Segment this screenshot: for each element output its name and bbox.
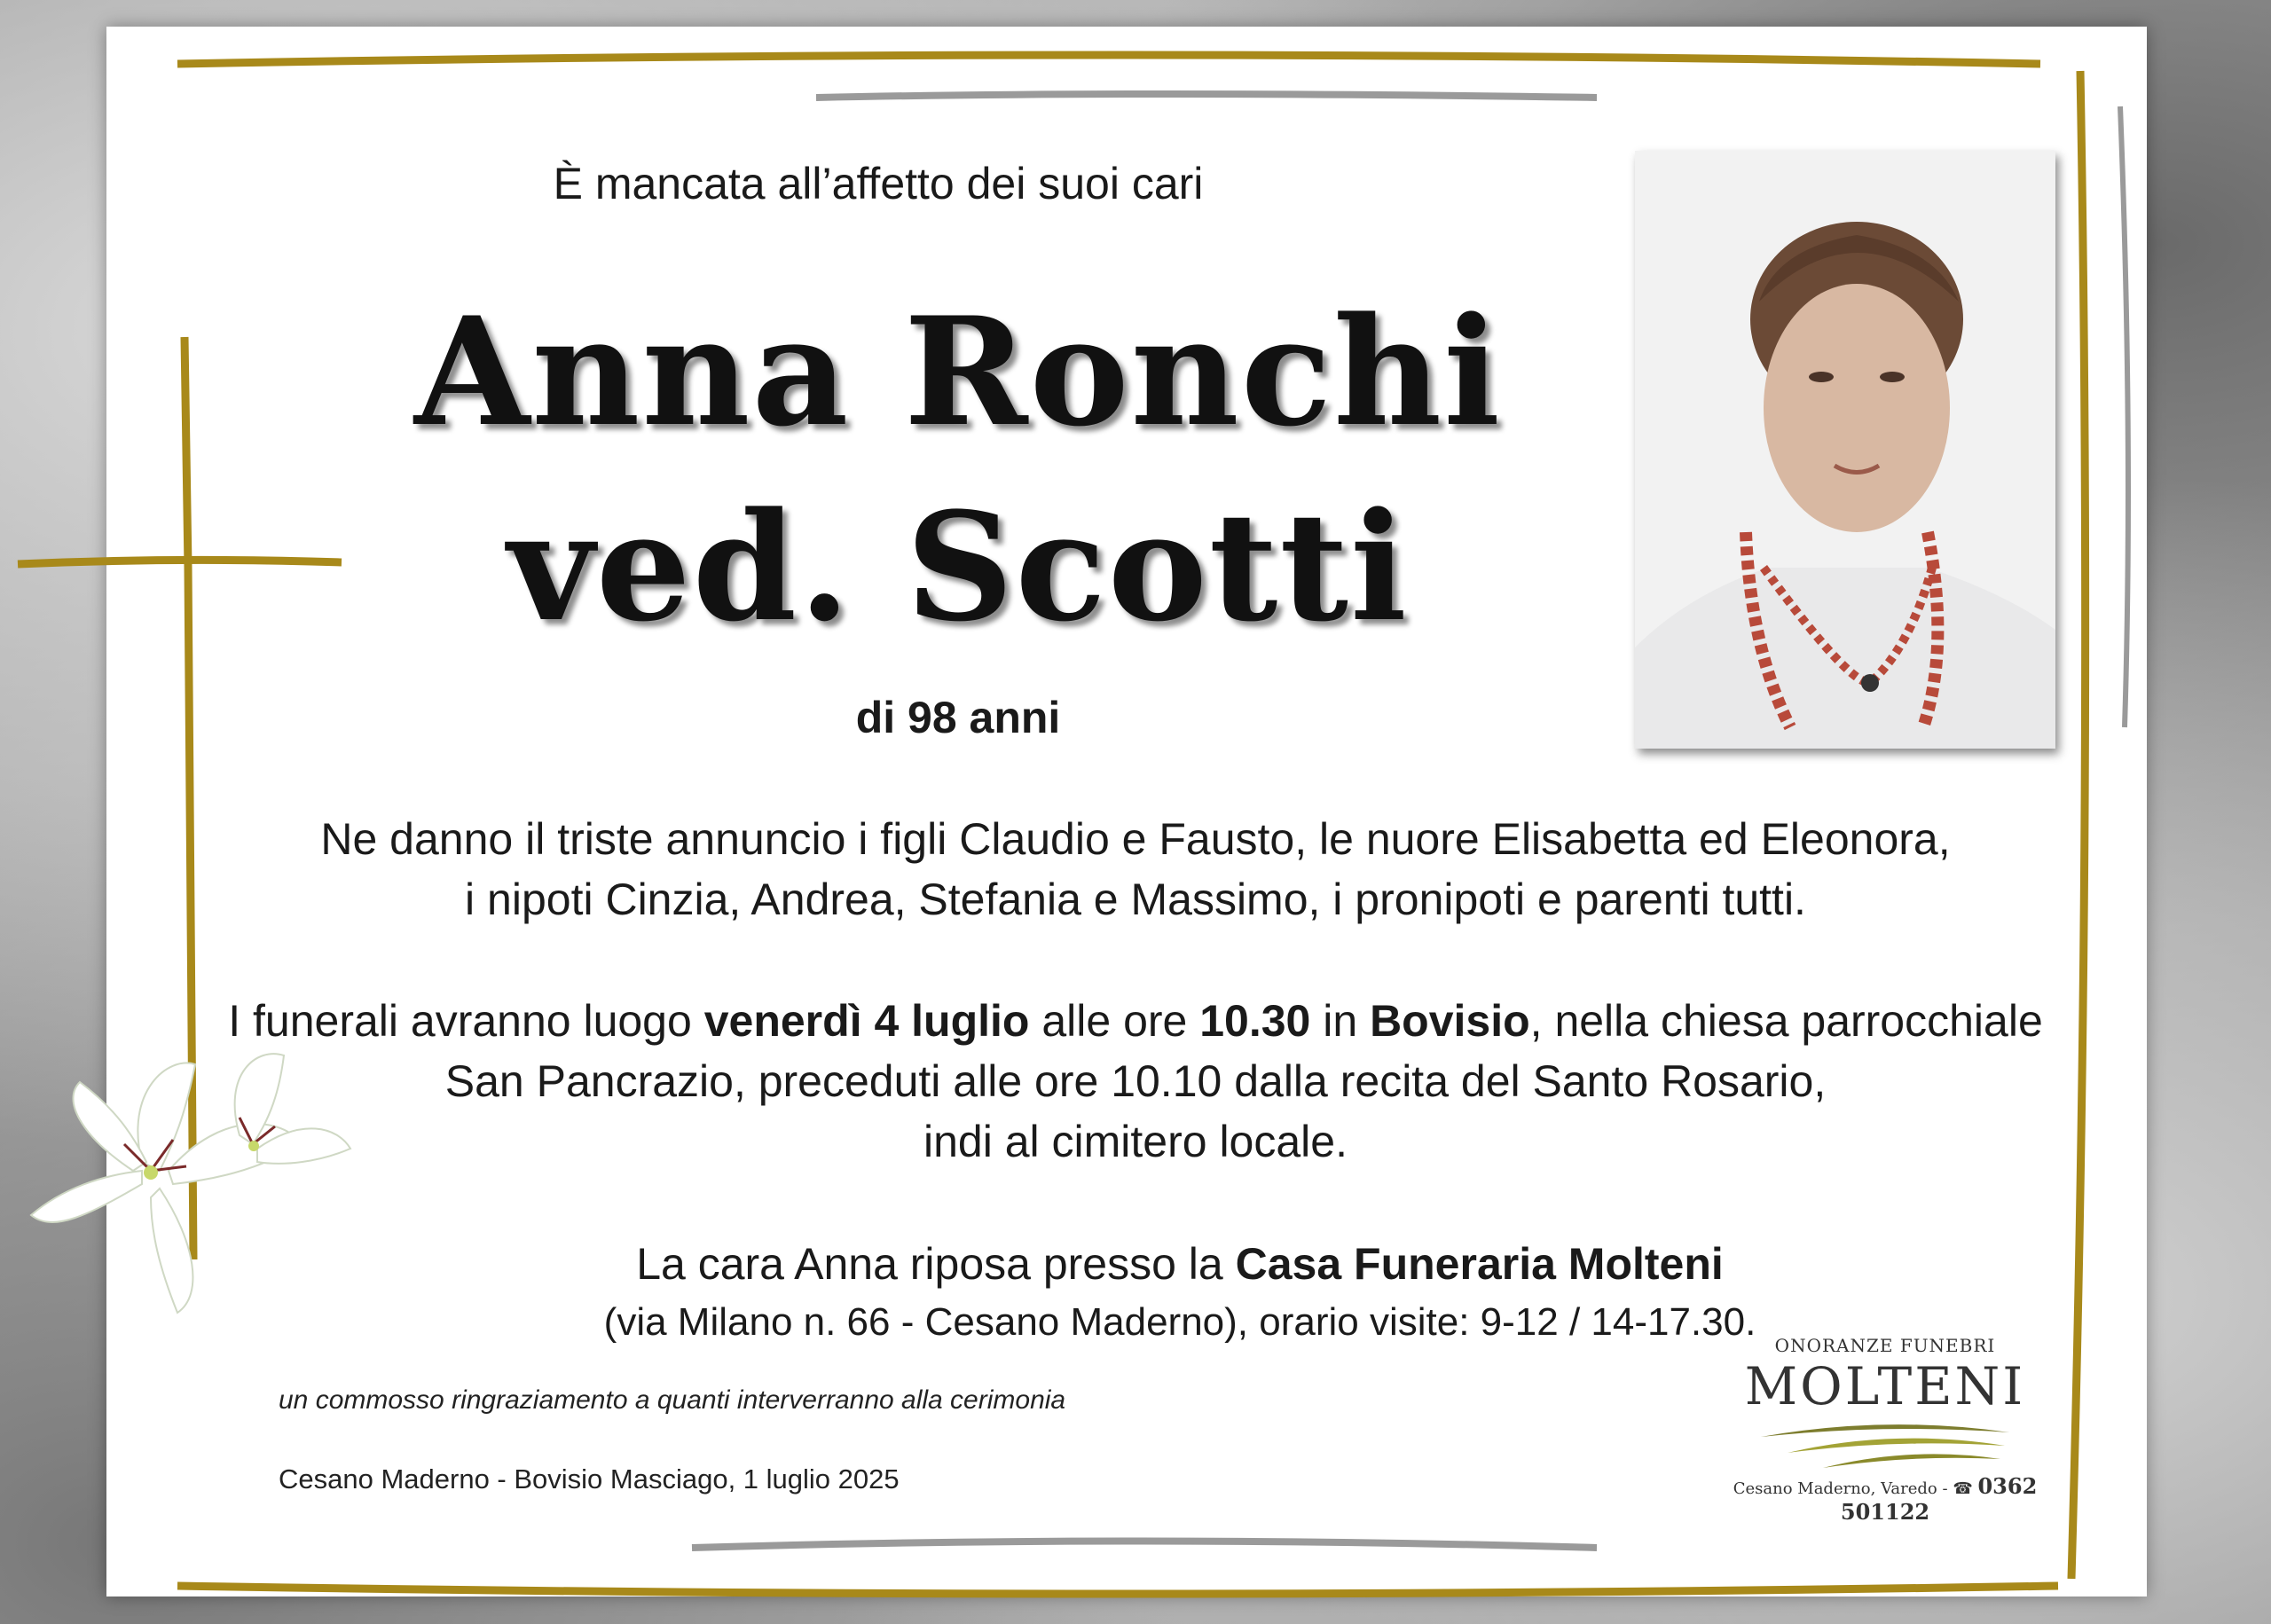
funeral-home-logo <box>1686 1335 2085 1525</box>
deceased-name: Anna Ronchi <box>413 284 1503 459</box>
rest-line-1 <box>444 1236 1916 1291</box>
logo-tagline: ONORANZE FUNEBRI <box>1774 1335 1996 1356</box>
rest-line-2: (via Milano n. 66 - Cesano Maderno), orario visite: 9-12 / 14-17.30. <box>603 1300 1756 1344</box>
logo-contact <box>1686 1473 2085 1525</box>
funeral-line-2: San Pancrazio, preceduti alle ore 10.10 dalla recita del Santo Rosario, <box>444 1056 1827 1106</box>
funeral-text-4: , nella chiesa parrocchiale <box>1529 996 2043 1046</box>
intro-text: È mancata all’affetto dei suoi cari <box>553 159 1204 208</box>
logo-locations: Cesano Maderno, Varedo - <box>1733 1479 1948 1498</box>
thanks-text: un commosso ringraziamento a quanti interverranno alla cerimonia <box>279 1385 1066 1415</box>
rest-text-1: La cara Anna riposa presso la <box>636 1239 1236 1289</box>
announcement-line-1: Ne danno il triste annuncio i figli Claudio e Fausto, le nuore Elisabetta ed Eleonora, <box>320 814 1951 864</box>
funeral-line-3: indi al cimitero locale. <box>923 1117 1348 1166</box>
funeral-text-2: alle ore <box>1029 996 1200 1046</box>
age-text: di 98 anni <box>855 693 1061 742</box>
funeral-time: 10.30 <box>1199 996 1311 1046</box>
funeral-text-1: I funerali avranno luogo <box>228 996 704 1046</box>
funeral-town: Bovisio <box>1370 996 1530 1046</box>
funeral-line-1 <box>177 993 2094 1048</box>
portrait-image <box>1635 151 2055 749</box>
portrait-photo <box>1635 151 2055 749</box>
place-date: Cesano Maderno - Bovisio Masciago, 1 luglio 2025 <box>279 1463 900 1495</box>
funeral-text-3: in <box>1310 996 1371 1046</box>
logo-phone: 0362 501122 <box>1840 1473 2038 1525</box>
deceased-married-name: ved. Scotti <box>507 479 1409 655</box>
logo-brand: MOLTENI <box>1744 1356 2026 1416</box>
funeral-day: venerdì 4 luglio <box>703 996 1030 1046</box>
announcement-line-2: i nipoti Cinzia, Andrea, Stefania e Massimo, i pronipoti e parenti tutti. <box>465 875 1806 924</box>
funeral-home-name: Casa Funeraria Molteni <box>1235 1239 1724 1289</box>
logo-leaves-icon <box>1752 1419 2018 1472</box>
telephone-icon: ☎ <box>1953 1479 1973 1498</box>
